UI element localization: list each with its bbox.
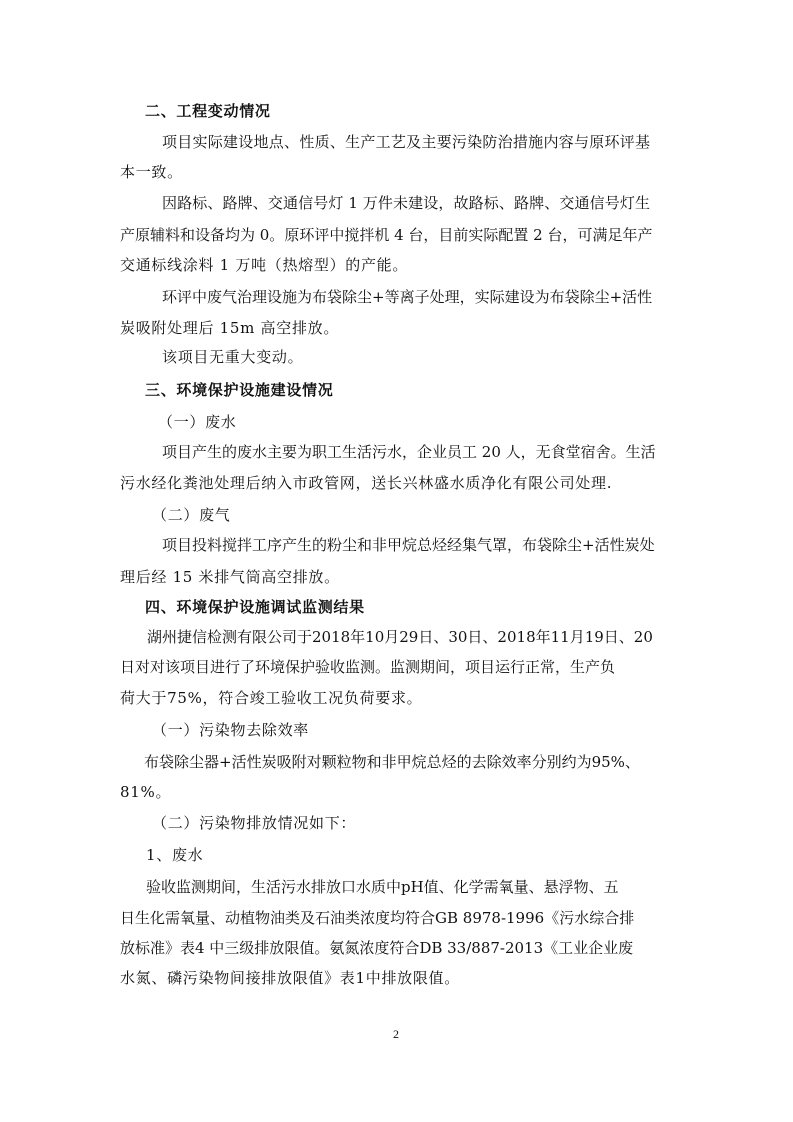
paragraph-line: 项目实际建设地点、性质、生产工艺及主要污染防治措施内容与原环评基 bbox=[162, 133, 650, 151]
paragraph-line: 污水经化粪池处理后纳入市政管网，送长兴林盛水质净化有限公司处理. bbox=[120, 474, 613, 492]
paragraph-line: 产原辅料和设备均为 0。原环评中搅拌机 4 台，目前实际配置 2 台，可满足年产 bbox=[120, 226, 653, 244]
subheading: （一）废水 bbox=[158, 413, 237, 431]
subheading: （一）污染物去除效率 bbox=[152, 721, 310, 739]
section-heading: 三、环境保护设施建设情况 bbox=[145, 381, 334, 399]
paragraph-line: 环评中废气治理设施为布袋除尘+等离子处理，实际建设为布袋除尘+活性 bbox=[162, 288, 653, 306]
paragraph-line: 日生化需氧量、动植物油类及石油类浓度均符合GB 8978-1996《污水综合排 bbox=[120, 909, 635, 927]
paragraph-line: 因路标、路牌、交通信号灯 1 万件未建设，故路标、路牌、交通信号灯生 bbox=[162, 194, 650, 212]
paragraph-line: 湖州捷信检测有限公司于2018年10月29日、30日、2018年11月19日、20 bbox=[147, 628, 653, 646]
paragraph-line: 81%。 bbox=[120, 783, 172, 801]
subheading: （二）污染物排放情况如下： bbox=[152, 814, 357, 832]
subheading: 1、废水 bbox=[146, 846, 204, 864]
paragraph-line: 荷大于75%，符合竣工验收工况负荷要求。 bbox=[120, 689, 423, 707]
paragraph-line: 交通标线涂料 1 万吨（热熔型）的产能。 bbox=[120, 256, 409, 274]
paragraph-line: 该项目无重大变动。 bbox=[162, 348, 304, 366]
section-heading: 二、工程变动情况 bbox=[145, 102, 271, 120]
paragraph-line: 布袋除尘器+活性炭吸附对颗粒物和非甲烷总烃的去除效率分别约为95%、 bbox=[144, 753, 640, 771]
paragraph-line: 项目投料搅拌工序产生的粉尘和非甲烷总烃经集气罩，布袋除尘+活性炭处 bbox=[162, 536, 655, 554]
paragraph-line: 水氮、磷污染物间接排放限值》表1中排放限值。 bbox=[120, 969, 460, 987]
paragraph-line: 理后经 15 米排气筒高空排放。 bbox=[120, 568, 340, 586]
paragraph-line: 本一致。 bbox=[120, 163, 183, 181]
paragraph-line: 项目产生的废水主要为职工生活污水，企业员工 20 人，无食堂宿舍。生活 bbox=[162, 443, 656, 461]
paragraph-line: 炭吸附处理后 15m 高空排放。 bbox=[120, 319, 340, 337]
page-number: 2 bbox=[393, 1027, 399, 1041]
paragraph-line: 放标准》表4 中三级排放限值。氨氮浓度符合DB 33/887-2013《工业企业废 bbox=[120, 939, 634, 957]
subheading: （二）废气 bbox=[152, 506, 231, 524]
paragraph-line: 日对对该项目进行了环境保护验收监测。监测期间，项目运行正常，生产负 bbox=[120, 658, 616, 676]
paragraph-line: 验收监测期间，生活污水排放口水质中pH值、化学需氧量、悬浮物、五 bbox=[146, 878, 619, 896]
section-heading: 四、环境保护设施调试监测结果 bbox=[145, 598, 365, 616]
